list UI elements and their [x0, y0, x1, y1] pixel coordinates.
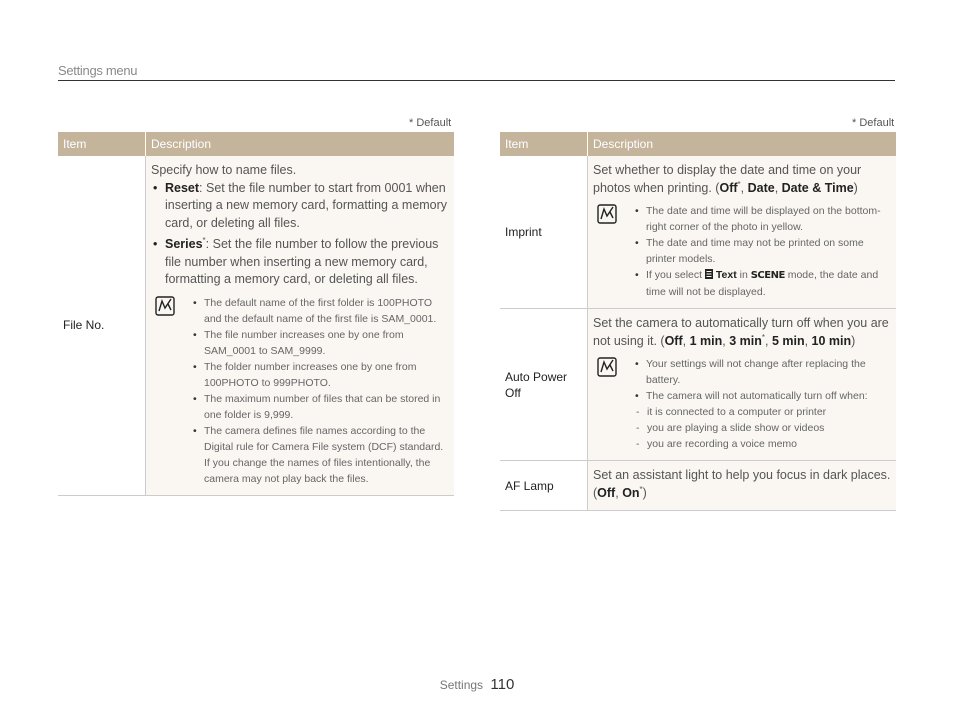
table-row — [58, 156, 454, 495]
table-header-row — [58, 132, 454, 156]
auto-power-text: Set the camera to automatically turn off when you are not using it. (Off, 1 min, 3 min*, 5 min, 10 min) — [593, 316, 889, 348]
note-item: • The default name of the first folder is 100PHOTO and the default name of the first file is SAM_0001. — [193, 295, 450, 327]
note-item: • The date and time may not be printed on some printer models. — [635, 235, 892, 267]
table-header-row — [500, 132, 896, 156]
sub-item: - you are recording a voice memo — [635, 436, 892, 452]
note-item: • If you select Text in SCENE mode, the date and time will not be displayed. — [635, 267, 892, 300]
note-block — [593, 203, 892, 300]
page-header — [58, 62, 895, 81]
column-header-item: Item — [500, 132, 588, 156]
page-number: 110 — [490, 676, 515, 693]
note-item: • The folder number increases one by one from 100PHOTO to 999PHOTO. — [193, 359, 450, 391]
item-imprint: Imprint — [500, 156, 588, 309]
column-header-description: Description — [588, 132, 897, 156]
af-lamp-text: Set an assistant light to help you focus in dark places. (Off, On*) — [593, 468, 891, 500]
description-af-lamp — [588, 461, 897, 511]
default-note-right: * Default — [852, 117, 895, 129]
item-auto-power-off: Auto Power Off — [500, 309, 588, 461]
option-series: • Series*: Set the file number to follow the previous file number when inserting a new memory card, formatting a memory card, or deleting all files. — [151, 236, 450, 289]
note-block — [151, 295, 450, 487]
description-file-no — [146, 156, 455, 495]
note-item: • The file number increases one by one from SAM_0001 to SAM_9999. — [193, 327, 450, 359]
text-stamp-icon — [705, 269, 713, 279]
note-block — [593, 356, 892, 452]
note-item: • The camera will not automatically turn off when: — [635, 388, 892, 404]
description-imprint — [588, 156, 897, 309]
file-settings-table — [58, 132, 454, 496]
table-row — [500, 461, 896, 511]
item-file-no: File No. — [58, 156, 146, 495]
note-item: • The maximum number of files that can be stored in one folder is 9,999. — [193, 391, 450, 423]
note-pencil-icon — [155, 296, 175, 316]
note-item: • The date and time will be displayed on the bottom-right corner of the photo in yellow. — [635, 203, 892, 235]
description-auto-power-off — [588, 309, 897, 461]
scene-mode-icon: SCENE — [750, 270, 785, 281]
section-title: Settings menu — [58, 63, 138, 78]
column-header-description: Description — [146, 132, 455, 156]
default-note-left: * Default — [409, 117, 452, 129]
print-power-table — [500, 132, 896, 511]
sub-item: - you are playing a slide show or videos — [635, 420, 892, 436]
option-reset: • Reset: Set the file number to start from 0001 when inserting a new memory card, formatting a memory card, or deleting all files. — [151, 180, 450, 233]
sub-item: - it is connected to a computer or printer — [635, 404, 892, 420]
imprint-text: Set whether to display the date and time on your photos when printing. (Off*, Date, Date & Time) — [593, 163, 862, 195]
table-row — [500, 309, 896, 461]
table-row — [500, 156, 896, 309]
item-af-lamp: AF Lamp — [500, 461, 588, 511]
note-pencil-icon — [597, 357, 617, 377]
column-header-item: Item — [58, 132, 146, 156]
intro-text: Specify how to name files. — [151, 163, 297, 177]
page-footer — [0, 676, 954, 693]
note-item: • The camera defines file names according to the Digital rule for Camera File system (DCF) standard. If you change the names of files intentionally, the camera may not play back the files. — [193, 423, 450, 487]
note-item: • Your settings will not change after replacing the battery. — [635, 356, 892, 388]
note-pencil-icon — [597, 204, 617, 224]
footer-label: Settings — [439, 678, 484, 692]
